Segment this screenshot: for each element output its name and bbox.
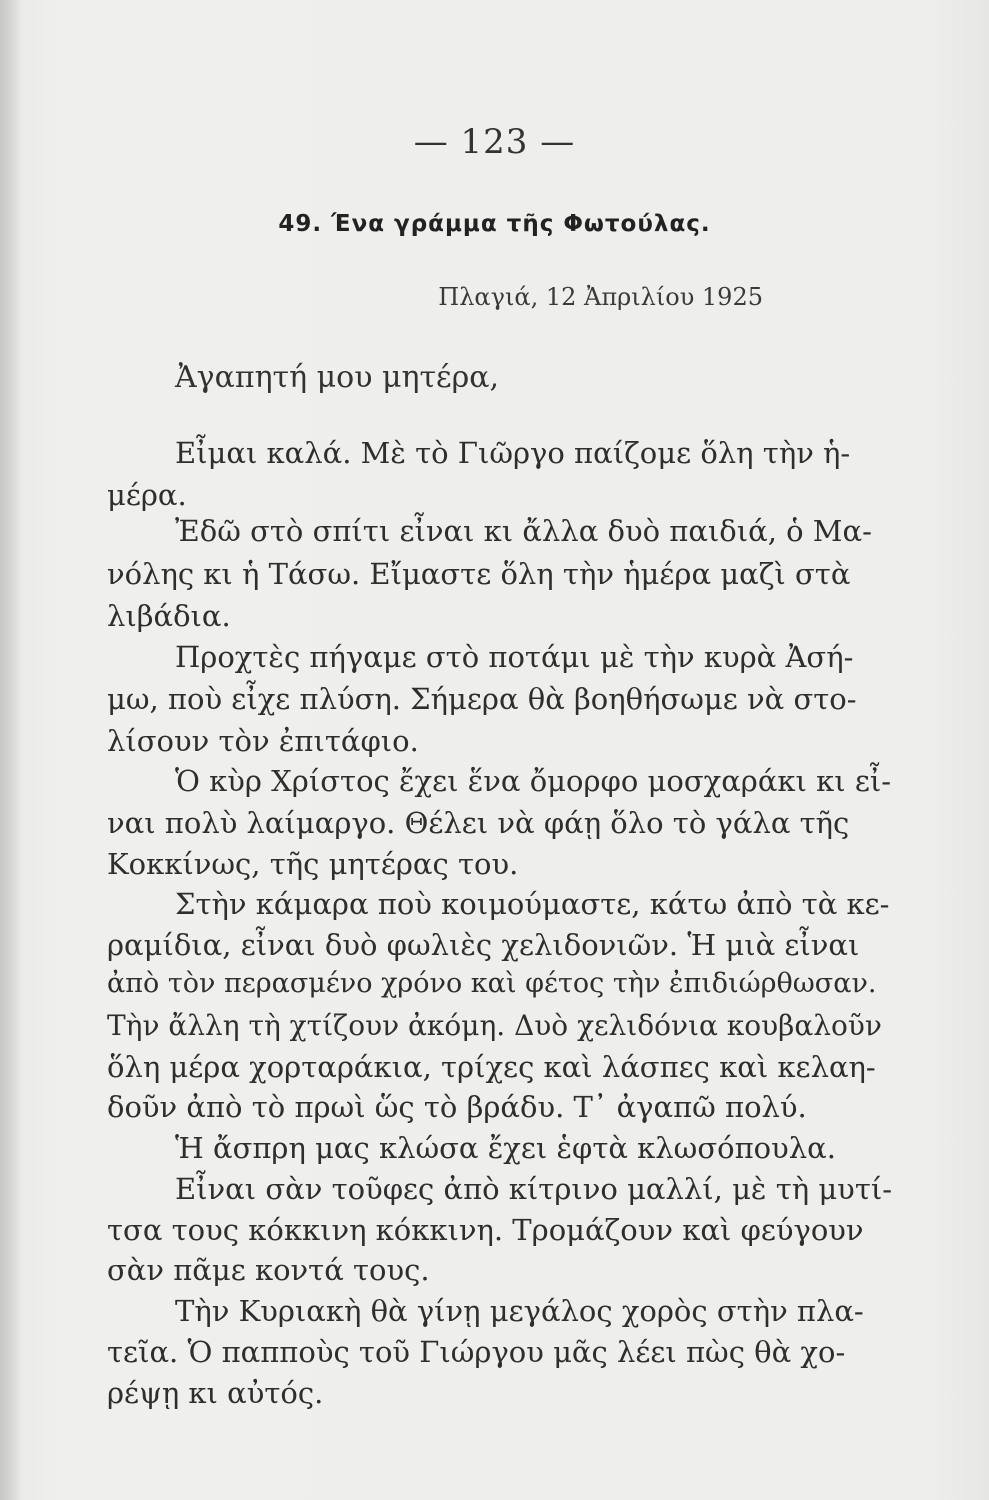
text-line: Ἐδῶ στὸ σπίτι εἶναι κι ἄλλα δυὸ παιδιά, ὁ Μα- bbox=[175, 514, 872, 548]
text-line: τσα τους κόκκινη κόκκινη. Τρομάζουν καὶ φεύγουν bbox=[107, 1213, 864, 1247]
text-line: Κοκκίνως, τῆς μητέρας του. bbox=[107, 847, 519, 881]
text-line: ὅλη μέρα χορταράκια, τρίχες καὶ λάσπες καὶ κελαη- bbox=[107, 1050, 876, 1084]
chapter-title: 49. Ένα γράμμα τῆς Φωτούλας. bbox=[278, 211, 711, 237]
text-line: τεῖα. Ὁ παπποὺς τοῦ Γιώργου μᾶς λέει πὼς θὰ χο- bbox=[107, 1335, 846, 1369]
text-line: ραμίδια, εἶναι δυὸ φωλιὲς χελιδονιῶν. Ἡ μιὰ εἶναι bbox=[107, 928, 860, 962]
text-line: Ἡ ἄσπρη μας κλώσα ἔχει ἑφτὰ κλωσόπουλα. bbox=[175, 1131, 836, 1165]
text-line: νόλης κι ἡ Τάσω. Εἴμαστε ὅλη τὴν ἡμέρα μαζὶ στὰ bbox=[107, 557, 851, 591]
text-line: Εἶμαι καλά. Μὲ τὸ Γιῶργο παίζομε ὅλη τὴν ἡ- bbox=[175, 436, 851, 470]
text-line: Τὴν Κυριακὴ θὰ γίνῃ μεγάλος χορὸς στὴν πλα- bbox=[175, 1294, 864, 1328]
text-line: Εἶναι σὰν τοῦφες ἀπὸ κίτρινο μαλλί, μὲ τὴ μυτί- bbox=[175, 1172, 893, 1206]
letter-dateline: Πλαγιά, 12 Ἀπριλίου 1925 bbox=[438, 283, 763, 311]
text-line: λίσουν τὸν ἐπιτάφιο. bbox=[107, 724, 419, 758]
text-line: Στὴν κάμαρα ποὺ κοιμούμαστε, κάτω ἀπὸ τὰ κε- bbox=[175, 887, 890, 921]
text-line: σὰν πᾶμε κοντά τους. bbox=[107, 1253, 430, 1287]
text-line: δοῦν ἀπὸ τὸ πρωὶ ὥς τὸ βράδυ. Τ᾽ ἀγαπῶ πολύ. bbox=[107, 1090, 807, 1124]
text-line: Προχτὲς πήγαμε στὸ ποτάμι μὲ τὴν κυρὰ Ἀσή- bbox=[175, 640, 854, 674]
letter-salutation: Ἀγαπητή μου μητέρα, bbox=[175, 360, 500, 395]
page-number: — 123 — bbox=[413, 122, 576, 162]
text-line: ἀπὸ τὸν περασμένο χρόνο καὶ φέτος τὴν ἐπιδιώρθωσαν. bbox=[107, 968, 877, 999]
text-line: λιβάδια. bbox=[107, 599, 231, 633]
text-line: μω, ποὺ εἶχε πλύση. Σήμερα θὰ βοηθήσωμε νὰ στο- bbox=[107, 682, 857, 716]
text-line: ρέψῃ κι αὐτός. bbox=[107, 1376, 324, 1410]
text-line: ναι πολὺ λαίμαργο. Θέλει νὰ φάῃ ὅλο τὸ γάλα τῆς bbox=[107, 806, 850, 840]
text-line: Ὁ κὺρ Χρίστος ἔχει ἕνα ὄμορφο μοσχαράκι κι εἶ- bbox=[175, 764, 892, 798]
text-line: μέρα. bbox=[107, 478, 187, 512]
text-line: Τὴν ἄλλη τὴ χτίζουν ἀκόμη. Δυὸ χελιδόνια κουβαλοῦν bbox=[107, 1009, 882, 1042]
